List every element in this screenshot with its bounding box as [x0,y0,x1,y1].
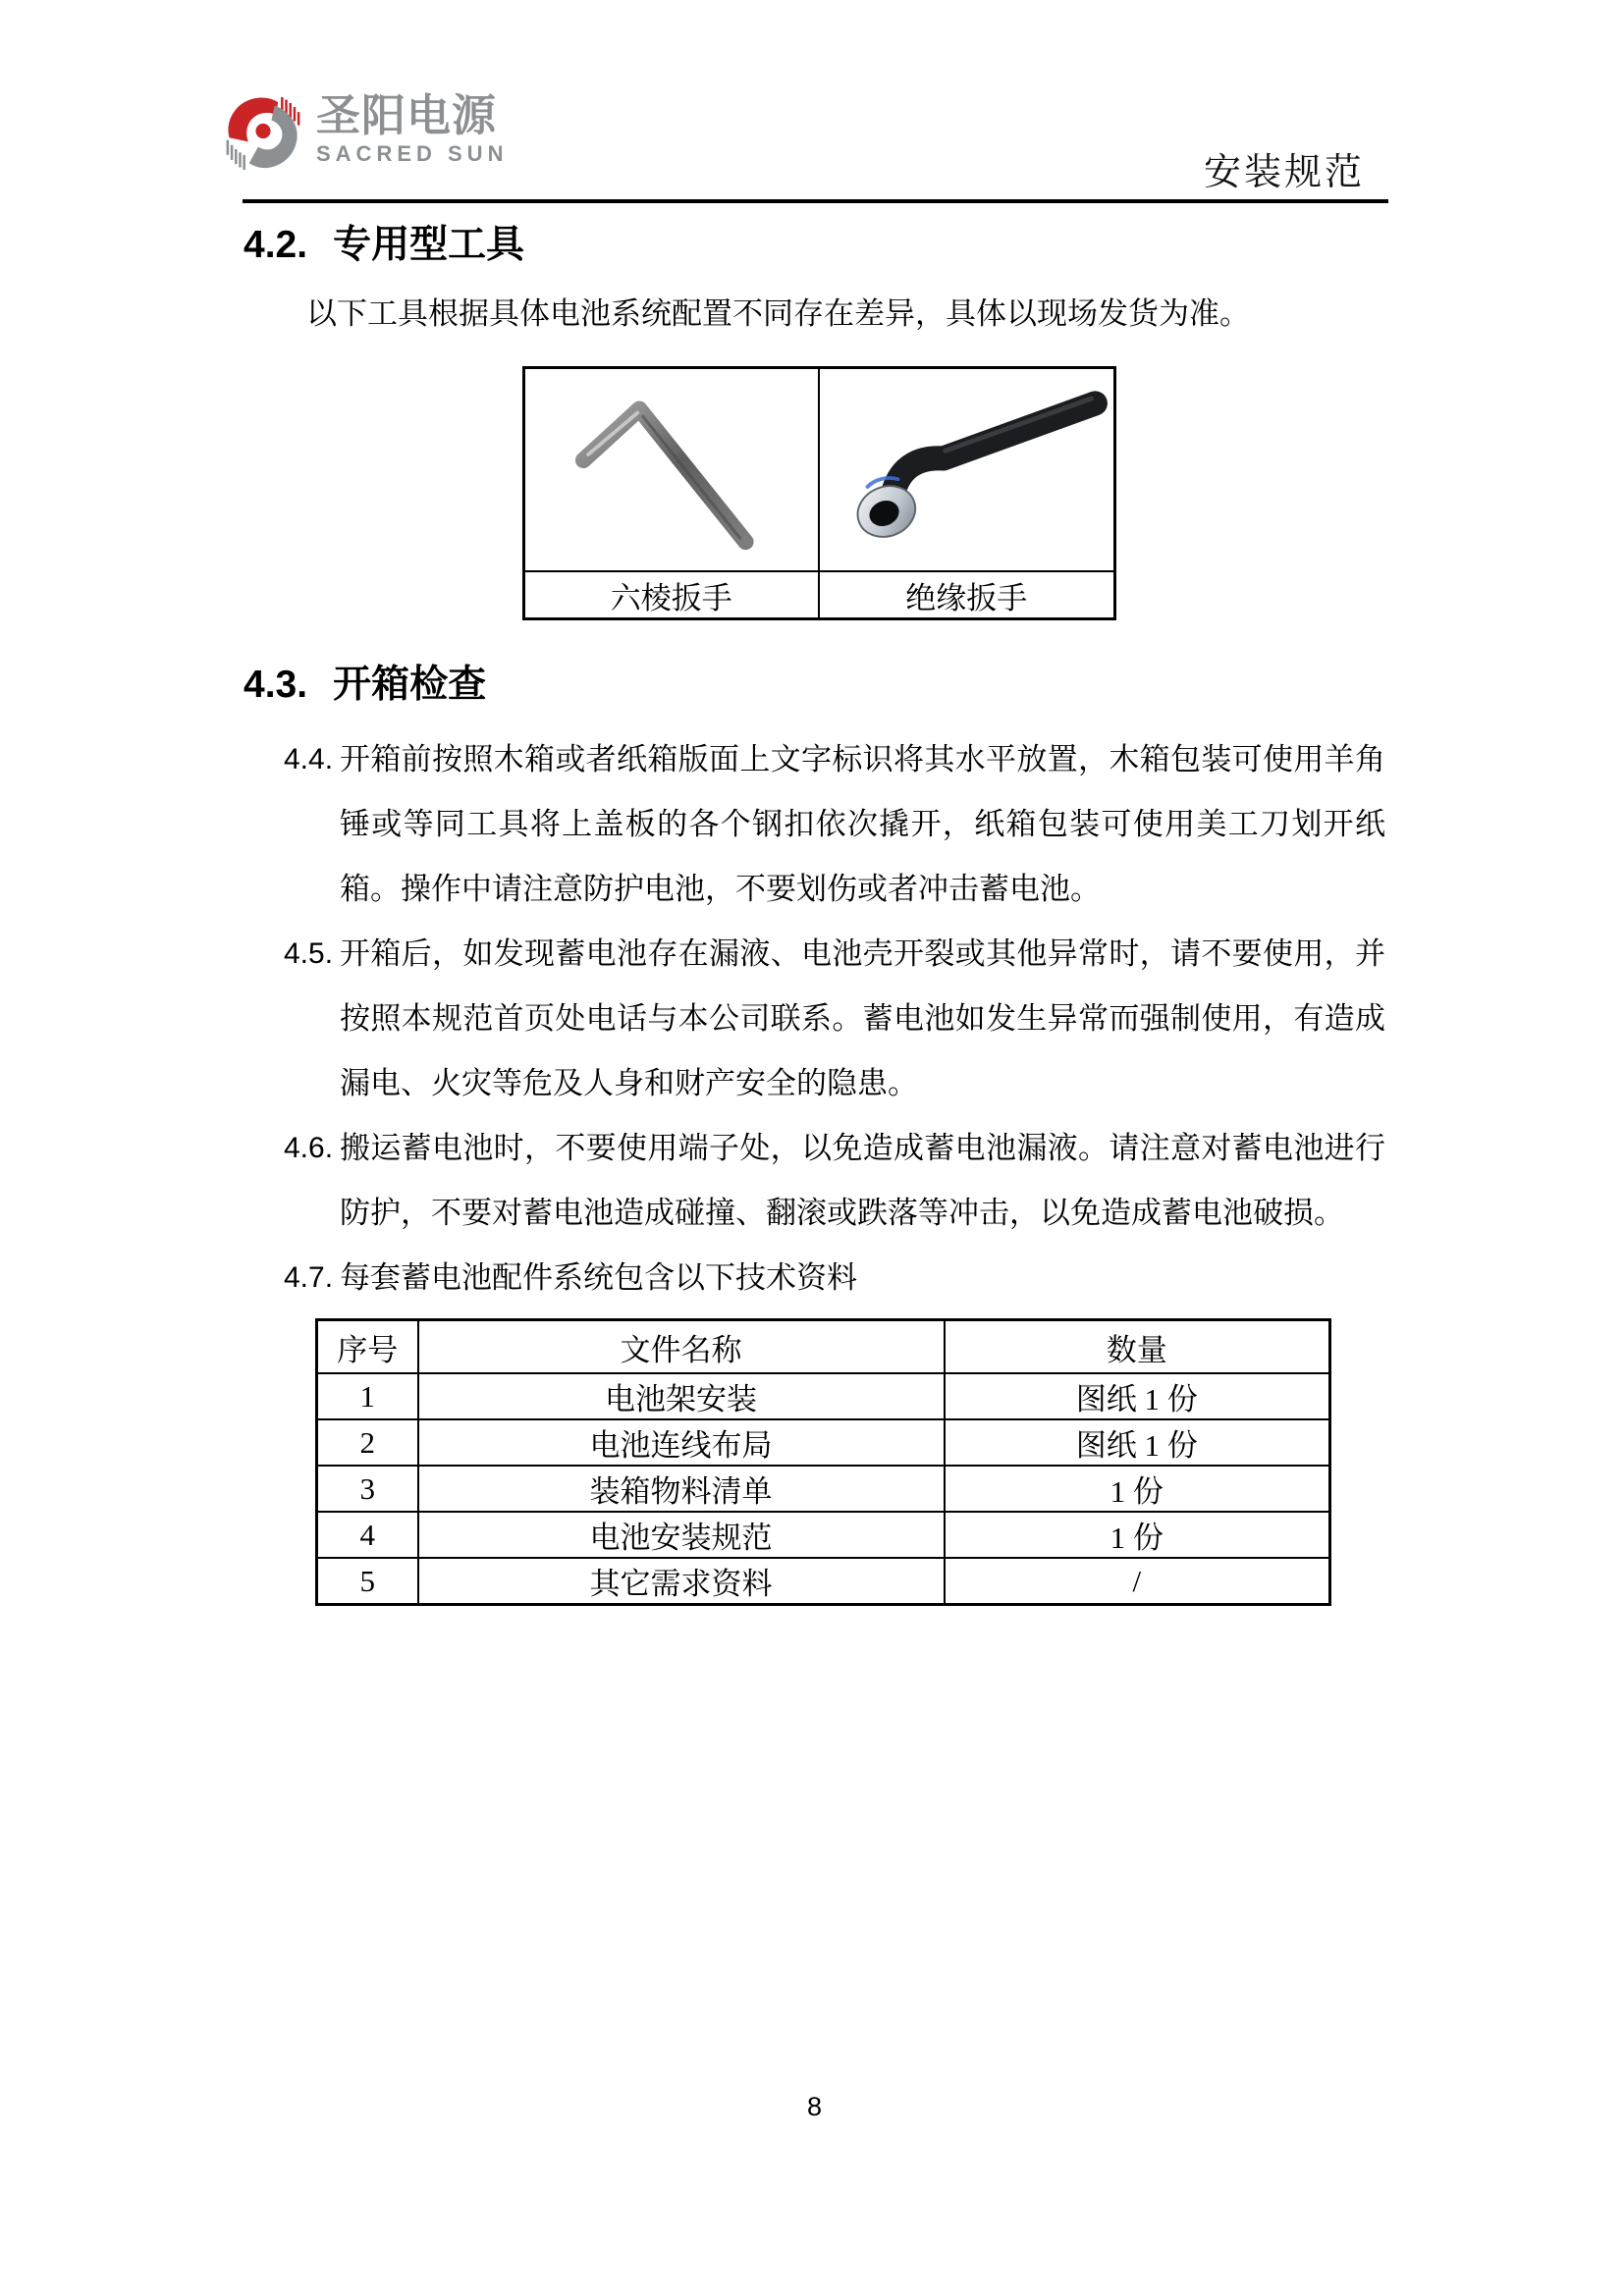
cell-index: 4 [317,1512,418,1558]
company-logo [222,92,508,175]
documents-table [315,1318,1331,1606]
section-number: 4.2. [244,224,308,266]
clause-number: 4.5. [284,937,334,970]
clause-4-6 [284,1116,1385,1246]
sacred-sun-logo-icon [222,92,304,175]
tool-label-hex-wrench: 六棱扳手 [525,570,820,617]
insulated-wrench-image-cell [820,369,1114,570]
cell-file-name: 装箱物料清单 [418,1466,945,1512]
clause-number: 4.4. [284,743,334,775]
section-number: 4.3. [244,664,308,706]
cell-quantity: 1 份 [945,1466,1330,1512]
hex-wrench-image-cell [525,369,820,570]
header-cell-quantity: 数量 [945,1320,1330,1374]
section-heading-special-tools [244,214,524,269]
clause-4-5 [284,922,1385,1116]
logo-english-name: SACRED SUN [316,141,509,167]
section-heading-unboxing-check [244,654,486,709]
cell-quantity: 1 份 [945,1512,1330,1558]
table-row [317,1373,1330,1419]
document-header-title: 安装规范 [1203,152,1365,193]
clause-number: 4.6. [284,1132,334,1164]
page-number: 8 [806,2092,823,2121]
cell-quantity: 图纸 1 份 [945,1419,1330,1466]
section-title: 开箱检查 [333,664,487,706]
cell-file-name: 其它需求资料 [418,1558,945,1605]
header-divider [243,199,1388,203]
clause-4-4 [284,727,1385,922]
cell-index: 2 [317,1419,418,1466]
cell-file-name: 电池架安装 [418,1373,945,1419]
table-row [317,1419,1330,1466]
tools-intro-paragraph: 以下工具根据具体电池系统配置不同存在差异，具体以现场发货为准。 [306,296,1250,331]
tool-label-insulated-wrench: 绝缘扳手 [820,570,1114,617]
clause-list [284,727,1385,1310]
cell-quantity: 图纸 1 份 [945,1373,1330,1419]
clause-text: 开箱前按照木箱或者纸箱版面上文字标识将其水平放置，木箱包装可使用羊角锤或等同工具将上盖板的各个钢扣依次撬开，纸箱包装可使用美工刀划开纸箱。操作中请注意防护电池，不要划伤或者冲击蓄电池。 [340,742,1385,906]
section-title: 专用型工具 [333,224,525,266]
clause-text: 搬运蓄电池时，不要使用端子处，以免造成蓄电池漏液。请注意对蓄电池进行防护，不要对蓄电池造成碰撞、翻滚或跌落等冲击，以免造成蓄电池破损。 [340,1131,1385,1230]
cell-index: 3 [317,1466,418,1512]
insulated-wrench-icon [823,373,1110,567]
header-cell-file-name: 文件名称 [418,1320,945,1374]
clause-text: 开箱后，如发现蓄电池存在漏液、电池壳开裂或其他异常时，请不要使用，并按照本规范首页处电话与本公司联系。蓄电池如发生异常而强制使用，有造成漏电、火灾等危及人身和财产安全的隐患。 [340,936,1385,1100]
clause-text: 每套蓄电池配件系统包含以下技术资料 [340,1260,857,1295]
table-row [317,1558,1330,1605]
cell-quantity: / [945,1558,1330,1605]
cell-file-name: 电池连线布局 [418,1419,945,1466]
table-row [317,1466,1330,1512]
cell-index: 5 [317,1558,418,1605]
cell-file-name: 电池安装规范 [418,1512,945,1558]
hex-wrench-icon [528,373,815,567]
clause-4-7 [284,1246,1385,1310]
tools-table [522,366,1116,620]
table-header-row [317,1320,1330,1374]
logo-chinese-name: 圣阳电源 [316,90,498,140]
logo-gray-rays [228,140,244,170]
logo-wordmark [316,92,508,167]
cell-index: 1 [317,1373,418,1419]
clause-number: 4.7. [284,1261,334,1294]
header-cell-index: 序号 [317,1320,418,1374]
table-row [317,1512,1330,1558]
